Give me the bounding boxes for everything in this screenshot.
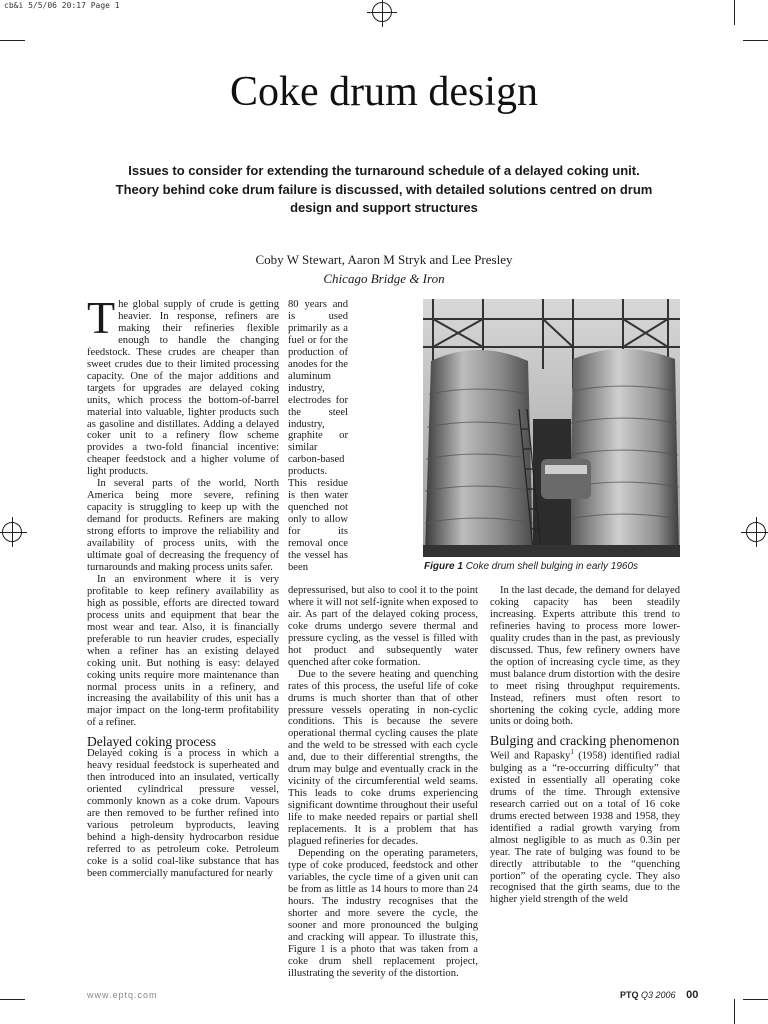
affiliation: Chicago Bridge & Iron — [323, 271, 445, 286]
figure-label: Figure 1 — [424, 561, 463, 572]
drop-cap: T — [87, 292, 116, 343]
registration-mark — [2, 522, 22, 542]
authors: Coby W Stewart, Aaron M Stryk and Lee Presley — [255, 252, 513, 267]
print-slug: cb&i 5/5/06 20:17 Page 1 — [4, 1, 120, 10]
journal-name: PTQ — [620, 990, 639, 1000]
registration-mark — [372, 2, 392, 22]
figure-photo — [423, 299, 680, 557]
figure-caption-text: Coke drum shell bulging in early 1960s — [465, 561, 639, 572]
crop-mark — [734, 0, 735, 25]
issue: Q3 2006 — [641, 990, 676, 1000]
intro-paragraph: The global supply of crude is getting heavier. In response, refiners are making their refineries flexible enough to handle the changing feedstock. These crudes are cheaper than sweet crudes due to their limited processing capacity. One of the major additions and targets for upgrades are delayed coking units, which process the bottom-of-barrel material into valuable, lighter products such as gasoline and distillates. Adding a delayed coker unit to a refinery flow scheme provides a two-fold financial incentive: cheaper feedstock and a higher volume of light products. — [87, 292, 279, 478]
section-heading: Delayed coking process — [87, 734, 216, 750]
coke-drum-photo — [423, 299, 680, 557]
body-paragraph: 80 years and is used primarily as a fuel or for the production of anodes for the aluminum industry, electrodes for the steel industry, graphite or similar carbon-based products. This residue is then water quenched not only to allow for its removal once the vessel has been depressurised, but also to cool it to the point where it will not self-ignite when exposed to air. As part of the delayed coking process, coke drums undergo severe thermal and pressure cycling, as the vessel is filled with hot product and subsequently water quenched after coke formation. — [288, 299, 478, 668]
page-number: 00 — [686, 989, 699, 1001]
crop-mark — [734, 999, 735, 1024]
body-paragraph: Depending on the operating parameters, type of coke produced, feedstock and other variables, the cycle time of a given unit can be from as little as 14 hours to more than 24 hours. The industry recognises that the shorter and more severe the cycle, the sooner and more pronounced the bulging and cracking will appear. To illustrate this, Figure 1 is a photo that was taken from a coke drum shell replacement project, illustrating the severity of the distortion. — [288, 847, 478, 979]
crop-mark — [0, 40, 25, 41]
body-paragraph: Weil and Rapasky$^1$ (1958) identified radial bulging as a “re-occurring difficulty” that existed in essentially all operating coke drums of the time. Through extensive research carried out on a total of 16 coke drums erected between 1938 and 1958, they identified a radial growth varying from almost negligible to as much as 0.3in per year. The rate of bulging was found to be directly attributable to the “quenching portion” of the operating cycle. They also recognised that the girth seams, due to the higher yield strength of the weld — [490, 748, 680, 906]
body-paragraph: In an environment where it is very profitable to keep refinery availability as high as possible, efforts are directed toward process units and equipment that bear the most wear and tear. Also, it is financially preferable to run heavier crudes, especially when a refiner has an existing delayed coking unit. But nothing is easy: delayed coking units require more maintenance than normal process units in a refinery, and increasing the availability of this unit has a major impact on the long-term profitability of a refiner. — [87, 573, 279, 729]
body-paragraph: Delayed coking is a process in which a heavy residual feedstock is superheated and then introduced into an insulated, vertically oriented cylindrical pressure vessel, commonly known as a coke drum. Vapours are then removed to be further refined into various petroleum byproducts, leaving behind a high-density hydrocarbon residue referred to as petroleum coke. Petroleum coke is a solid coal-like substance that has been commercially manufactured for nearly — [87, 748, 279, 879]
figure-caption — [424, 561, 684, 572]
body-paragraph: In several parts of the world, North America being more severe, refining capacity is struggling to keep up with the demand for products. Refiners are making strong efforts to improve the reliability and availability of process units, with the ultimate goal of decreasing the frequency of turnarounds and making process units safer. — [87, 478, 279, 573]
crop-mark — [743, 999, 768, 1000]
section-heading: Bulging and cracking phenomenon — [490, 733, 680, 749]
standfirst: Issues to consider for extending the turnaround schedule of a delayed coking unit. Theory behind coke drum failure is discussed, with detailed solutions centred on drum design and support structures — [115, 163, 653, 215]
crop-mark — [0, 999, 25, 1000]
registration-mark — [746, 522, 766, 542]
article-title: Coke drum design — [230, 69, 538, 115]
footer-folio — [620, 989, 698, 1001]
crop-mark — [743, 40, 768, 41]
body-paragraph: In the last decade, the demand for delayed coking capacity has been steadily increasing. Experts attribute this trend to refineries having to process more lower-quality crudes than in the past, as previously discussed. Thus, few refinery owners have the option of increasing cycle time, as they must balance drum distortion with the desire to meet rising throughput requirements. Instead, refiners must often resort to shortening the coking cycle, adding more units or doing both. — [490, 585, 680, 728]
column-1 — [87, 292, 279, 880]
footer-url: www.eptq.com — [87, 990, 158, 1000]
body-paragraph: Due to the severe heating and quenching rates of this process, the useful life of coke drums is much shorter than that of other pressure vessels operating in non-cyclic conditions. This is because the severe operational thermal cycling causes the plate and the weld to be stressed with each cycle and, due to their differential strengths, the drum may bulge and eventually crack in the vicinity of the circumferential weld seams. This leads to coke drums experiencing significant downtime throughout their useful life to make needed repairs or partial shell replacements. It is a problem that has plagued refineries for decades. — [288, 668, 478, 848]
column-3 — [490, 585, 680, 906]
